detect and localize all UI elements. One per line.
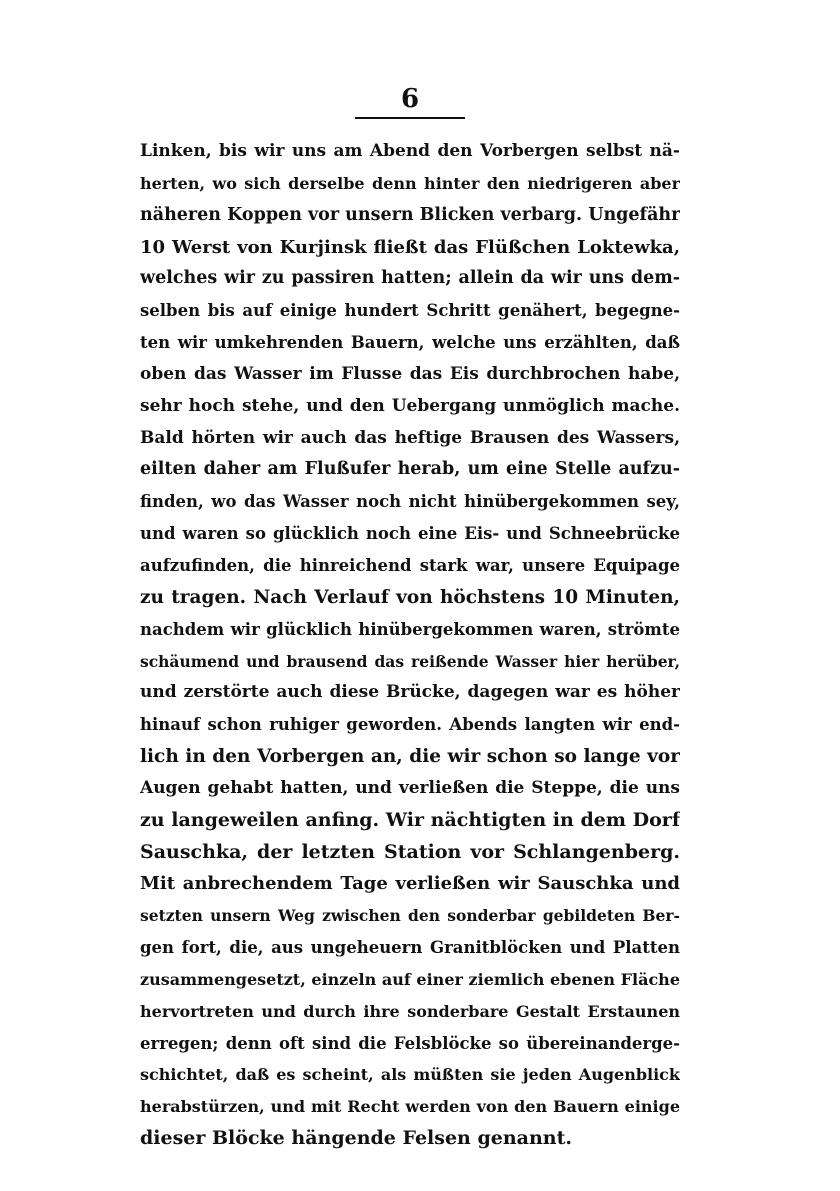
body-text: [140, 136, 680, 1155]
text-line: erregen; denn oft sind die Felsblöcke so übereinanderge-: [140, 1033, 680, 1053]
text-line: finden, wo das Wasser noch nicht hinübergekommen sey,: [140, 492, 680, 512]
text-line: Bald hörten wir auch das heftige Brausen des Wassers,: [140, 427, 680, 448]
text-line: Mit anbrechendem Tage verließen wir Sauschka und: [140, 873, 680, 895]
text-line: welches wir zu passiren hatten; allein da wir uns dem-: [140, 268, 680, 289]
text-line: herabstürzen, und mit Recht werden von den Bauern einige: [140, 1097, 680, 1117]
text-line: gen fort, die, aus ungeheuern Granitblöcken und Platten: [140, 938, 680, 958]
text-line: ten wir umkehrenden Bauern, welche uns erzählten, daß: [140, 333, 680, 353]
text-line: setzten unsern Weg zwischen den sonderbar gebildeten Ber-: [140, 906, 680, 926]
text-line: und waren so glücklich noch eine Eis- und Schneebrücke: [140, 524, 680, 544]
text-line: lich in den Vorbergen an, die wir schon so lange vor: [140, 746, 680, 768]
text-line: selben bis auf einige hundert Schritt genähert, begegne-: [140, 301, 680, 321]
text-line: herten, wo sich derselbe denn hinter den niedrigeren aber: [140, 173, 680, 193]
text-line: schichtet, daß es scheint, als müßten sie jeden Augenblick: [140, 1065, 680, 1085]
text-line: aufzufinden, die hinreichend stark war, unsere Equipage: [140, 555, 680, 575]
text-line: zusammengesetzt, einzeln auf einer ziemlich ebenen Fläche: [140, 969, 680, 989]
text-line: und zerstörte auch diese Brücke, dagegen war es höher: [140, 682, 680, 703]
text-line: 10 Werst von Kurjinsk fließt das Flüßchen Loktewka,: [140, 236, 680, 258]
text-line: zu tragen. Nach Verlauf von höchstens 10 Minuten,: [140, 586, 680, 608]
text-line: Linken, bis wir uns am Abend den Vorbergen selbst nä-: [140, 141, 680, 161]
text-line: sehr hoch stehe, und den Uebergang unmöglich mache.: [140, 395, 680, 416]
text-line: oben das Wasser im Flusse das Eis durchbrochen habe,: [140, 363, 680, 384]
text-line: eilten daher am Flußufer herab, um eine Stelle aufzu-: [140, 459, 680, 480]
text-line: hinauf schon ruhiger geworden. Abends langten wir end-: [140, 715, 680, 735]
text-line: näheren Koppen vor unsern Blicken verbarg. Ungefähr: [140, 204, 680, 225]
text-line: hervortreten und durch ihre sonderbare Gestalt Erstaunen: [140, 1001, 680, 1021]
page-number: 6: [400, 84, 420, 114]
text-line: schäumend und brausend das reißende Wasser hier herüber,: [140, 651, 680, 671]
header-rule: [355, 117, 465, 119]
text-line: Augen gehabt hatten, und verließen die Steppe, die uns: [140, 777, 680, 798]
text-line: dieser Blöcke hängende Felsen genannt.: [140, 1127, 572, 1150]
text-line: nachdem wir glücklich hinübergekommen waren, strömte: [140, 619, 680, 639]
text-line: Sauschka, der letzten Station vor Schlangenberg.: [140, 840, 680, 863]
text-line: zu langeweilen anfing. Wir nächtigten in dem Dorf: [140, 808, 680, 831]
